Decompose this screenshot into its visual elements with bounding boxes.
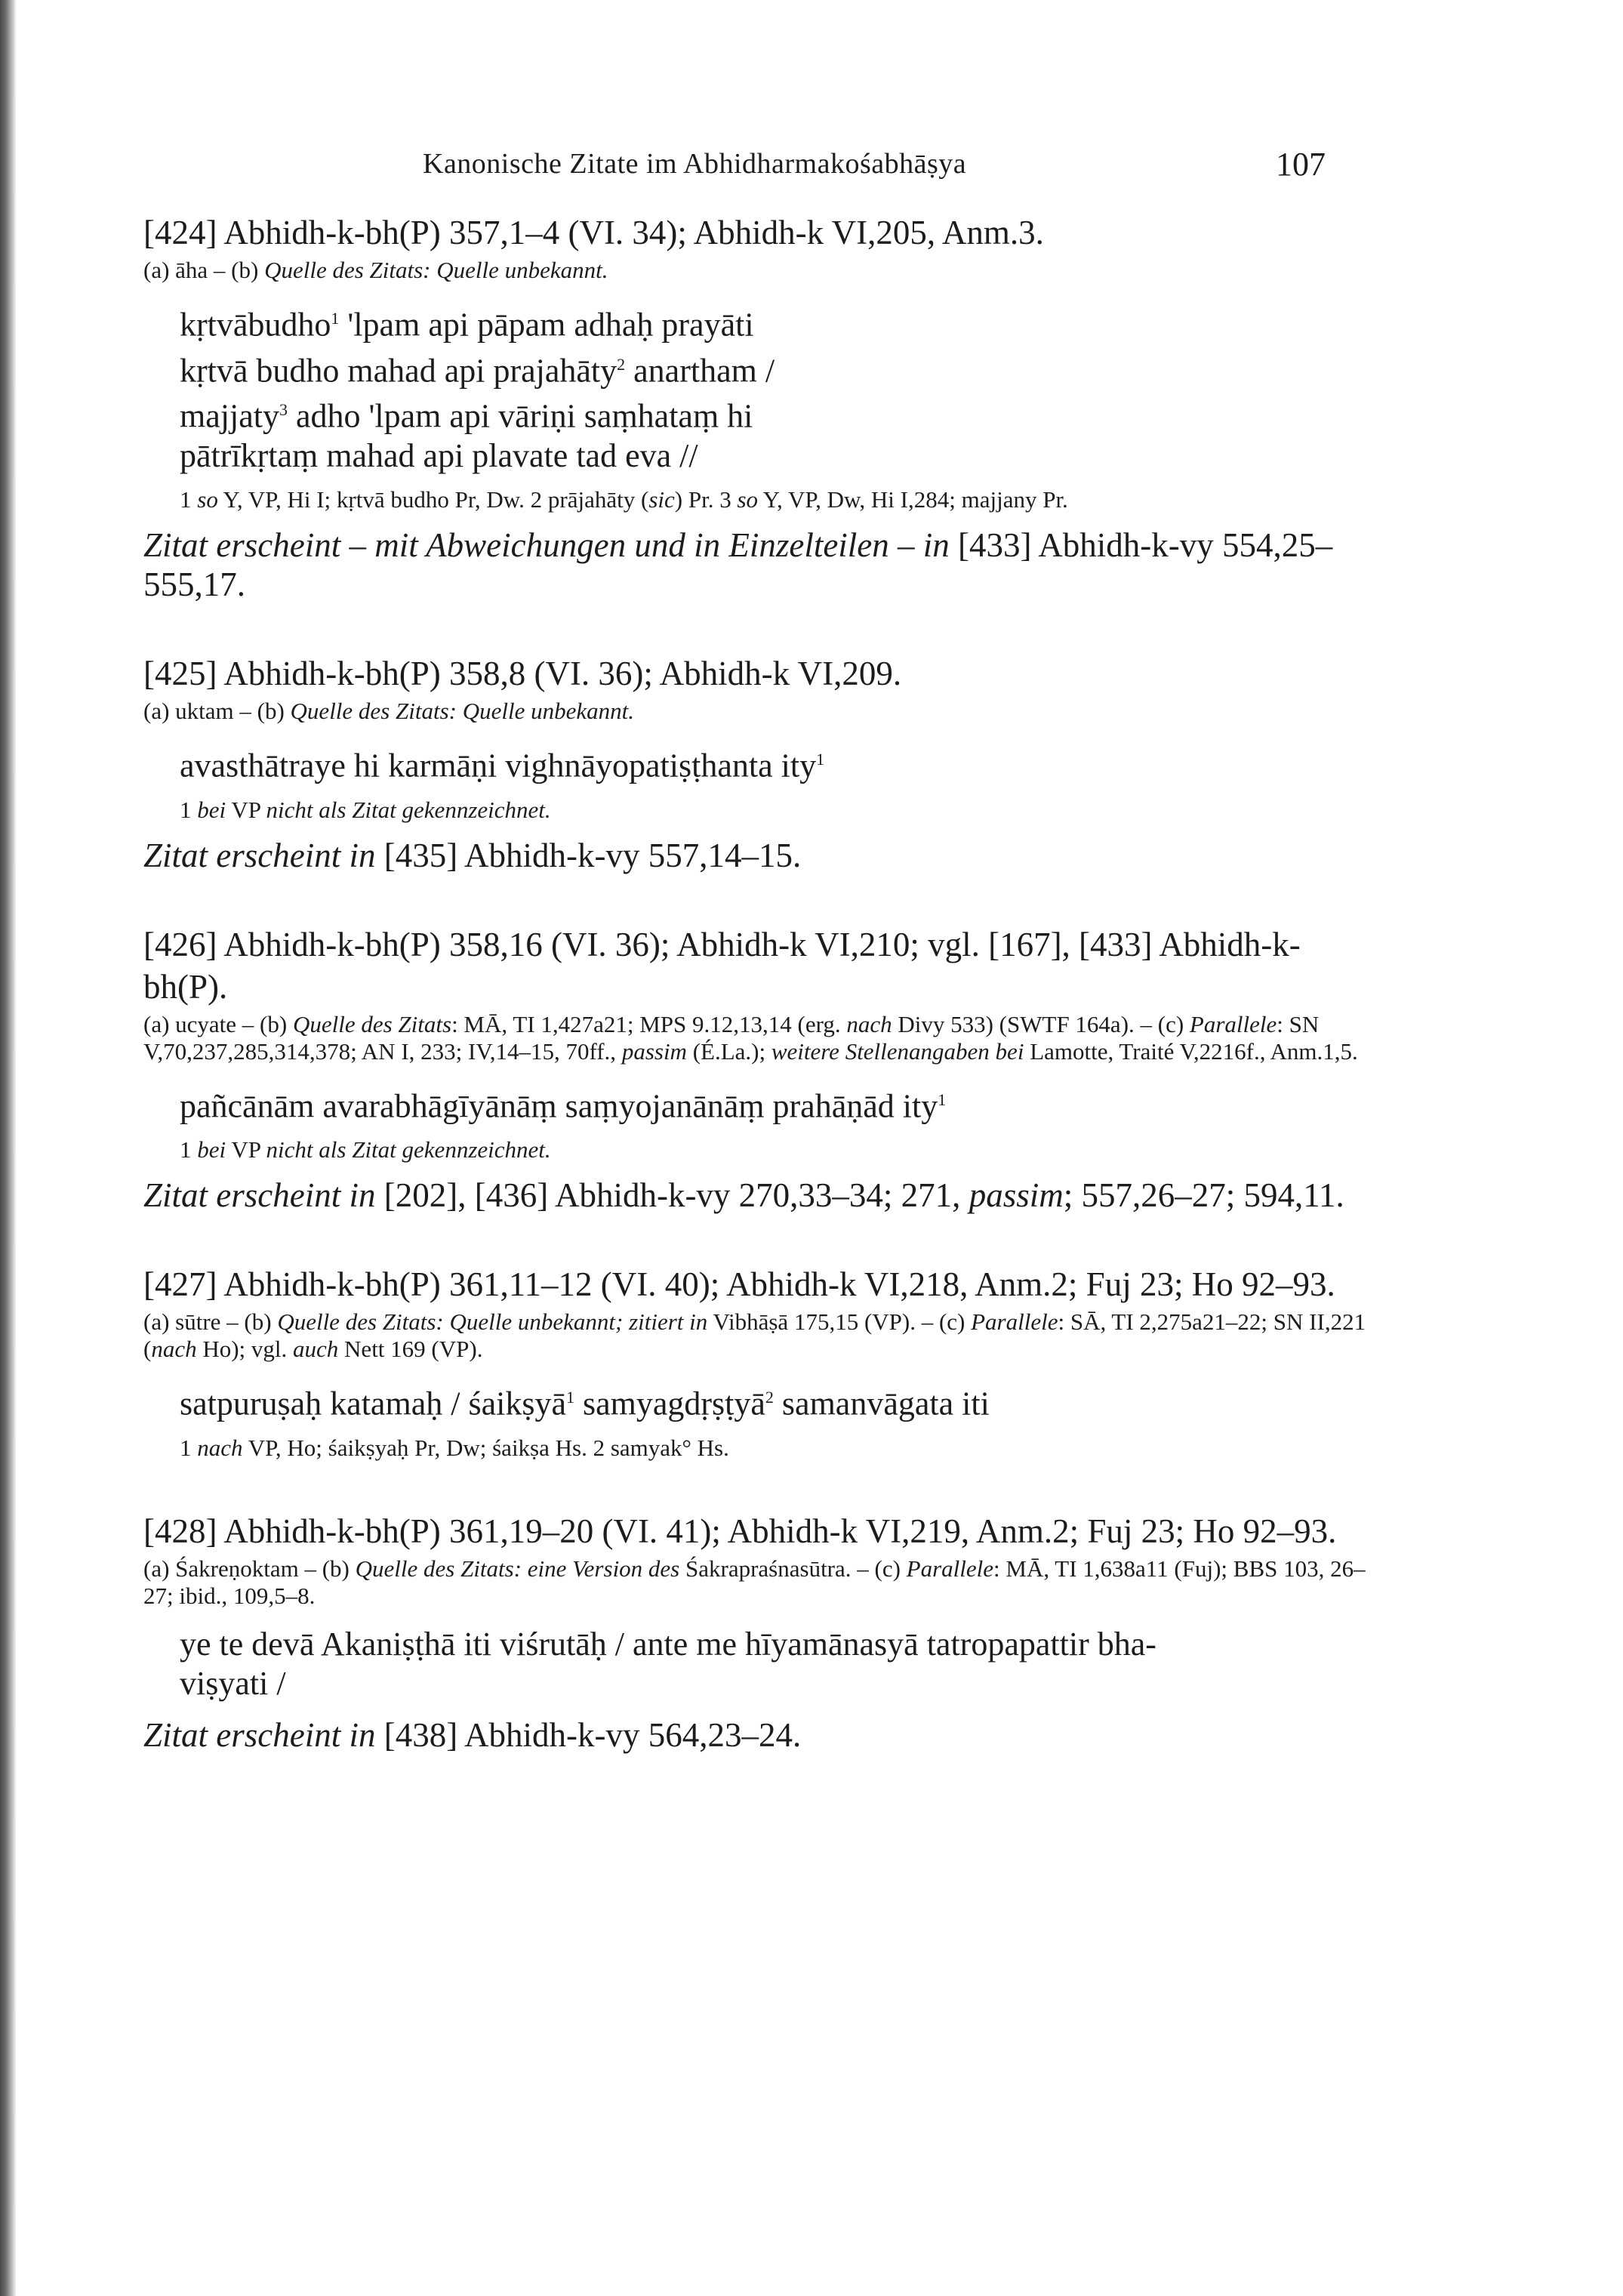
text-run: Zitat erscheint in xyxy=(143,1176,376,1215)
text-run: [202], [436] Abhidh-k-vy 270,33–34; 271, xyxy=(375,1176,969,1215)
text-run: : SN V,70,237,285,314,378; AN I, 233; IV,14–15, 70ff., xyxy=(143,1010,1320,1065)
text-run: Ho); vgl. xyxy=(196,1336,294,1363)
running-head: Kanonische Zitate im Abhidharmakośabhāṣya xyxy=(423,148,967,180)
text-run: Zitat erscheint – mit Abweichungen und in Einzelteilen – in xyxy=(143,525,950,564)
citation-entry xyxy=(143,923,1381,1216)
entry-footnote xyxy=(180,1435,1381,1462)
text-run: nach xyxy=(846,1010,892,1037)
text-run: Zitat erscheint in xyxy=(143,1715,376,1754)
text-run: ) Pr. 3 xyxy=(674,485,738,513)
text-run: nicht als Zitat gekennzeichnet. xyxy=(266,1136,551,1163)
text-run: VP xyxy=(226,1136,266,1163)
text-run: Parallele xyxy=(906,1555,994,1582)
text-run: 1 xyxy=(180,1136,198,1163)
text-run: ; 557,26–27; 594,11. xyxy=(1063,1176,1344,1215)
text-run: (É.La.); xyxy=(686,1037,771,1065)
text-run: Quelle des Zitats: eine Version des xyxy=(355,1555,680,1582)
entry-spacer xyxy=(143,1215,1381,1263)
text-run: bei xyxy=(197,796,226,823)
quotation-line: pañcānām avarabhāgīyānāṃ saṃyojanānāṃ prahāṇād ity$^1$ xyxy=(180,1087,947,1125)
sanskrit-quotation xyxy=(180,1080,1381,1126)
entry-source-notes xyxy=(143,1555,1381,1610)
quotation-line: kṛtvā budho mahad api prajahāty$^2$ anartham / xyxy=(180,352,775,390)
entry-footnote xyxy=(180,486,1381,513)
entry-spacer xyxy=(143,875,1381,923)
text-run: weitere Stellenangaben bei xyxy=(771,1037,1024,1065)
citation-entry xyxy=(143,1510,1381,1755)
appears-in-note xyxy=(143,1176,1381,1215)
text-run: so xyxy=(737,485,759,513)
text-run: Vibhāṣā 175,15 (VP). – (c) xyxy=(707,1308,972,1336)
text-run: VP xyxy=(226,796,266,823)
text-run: Parallele xyxy=(1189,1010,1277,1037)
text-run: Divy 533) (SWTF 164a). – (c) xyxy=(892,1010,1190,1037)
appears-in-note xyxy=(143,836,1381,875)
quotation-line: avasthātraye hi karmāṇi vighnāyopatiṣṭhanta ity$^1$ xyxy=(180,747,825,784)
citation-entry xyxy=(143,211,1381,604)
sanskrit-quotation xyxy=(180,740,1381,786)
quotation-line: majjaty$^3$ adho 'lpam api vāriṇi saṃhataṃ hi xyxy=(180,397,753,435)
entry-source-notes xyxy=(143,257,1381,284)
quotation-line: ye te devā Akaniṣṭhā iti viśrutāḥ / ante me hīyamānasyā tatropapattir bha- xyxy=(180,1625,1156,1663)
text-run: Quelle des Zitats: Quelle unbekannt. xyxy=(290,697,634,724)
text-run: nicht als Zitat gekennzeichnet. xyxy=(266,796,551,823)
entry-source-notes xyxy=(143,1011,1381,1065)
text-run: Parallele xyxy=(971,1308,1058,1336)
text-run: Y, VP, Hi I; kṛtvā budho Pr, Dw. 2 prājahāty ( xyxy=(217,485,649,513)
text-run: 1 xyxy=(180,485,198,513)
text-run: sic xyxy=(648,485,675,513)
entry-heading: [428] Abhidh-k-bh(P) 361,19–20 (VI. 41); Abhidh-k VI,219, Anm.2; Fuj 23; Ho 92–93. xyxy=(143,1512,1337,1550)
entry-heading: [427] Abhidh-k-bh(P) 361,11–12 (VI. 40); Abhidh-k VI,218, Anm.2; Fuj 23; Ho 92–93. xyxy=(143,1265,1335,1304)
page-binding-shadow xyxy=(0,0,17,2296)
text-run: (a) Śakreṇoktam – (b) xyxy=(143,1555,356,1582)
entry-footnote xyxy=(180,1136,1381,1163)
text-run: : SĀ, TI 2,275a21–22; SN II,221 ( xyxy=(143,1308,1366,1363)
text-run: Nett 169 (VP). xyxy=(338,1336,483,1363)
sanskrit-quotation xyxy=(180,1378,1381,1424)
appears-in-note xyxy=(143,1715,1381,1755)
text-run: (a) sūtre – (b) xyxy=(143,1308,278,1336)
entry-heading: [425] Abhidh-k-bh(P) 358,8 (VI. 36); Abhidh-k VI,209. xyxy=(143,654,902,692)
appears-in-note xyxy=(143,525,1381,604)
text-run: bei xyxy=(197,1136,226,1163)
text-run: VP, Ho; śaikṣyaḥ Pr, Dw; śaikṣa Hs. 2 samyak° Hs. xyxy=(242,1434,729,1461)
text-run: passim xyxy=(969,1176,1064,1215)
page-number: 107 xyxy=(1276,146,1326,183)
entry-source-notes xyxy=(143,698,1381,725)
entry-heading: [426] Abhidh-k-bh(P) 358,16 (VI. 36); Abhidh-k VI,210; vgl. [167], [433] Abhidh-k-bh(P). xyxy=(143,925,1301,1006)
text-run: : MĀ, TI 1,427a21; MPS 9.12,13,14 (erg. xyxy=(451,1010,847,1037)
quotation-line: viṣyati / xyxy=(180,1664,286,1702)
text-run: (a) ucyate – (b) xyxy=(143,1010,293,1037)
text-run: Quelle des Zitats: Quelle unbekannt; zitiert in xyxy=(277,1308,708,1336)
text-run: [433] Abhidh-k-vy 554,25–555,17. xyxy=(143,525,1333,603)
citation-entry xyxy=(143,1263,1381,1462)
text-run: Y, VP, Dw, Hi I,284; majjany Pr. xyxy=(758,485,1068,513)
entry-source-notes xyxy=(143,1308,1381,1363)
text-run: 1 xyxy=(180,1434,198,1461)
text-run: so xyxy=(197,485,218,513)
text-run: (a) uktam – (b) xyxy=(143,697,291,724)
quotation-line: pātrīkṛtaṃ mahad api plavate tad eva // xyxy=(180,436,698,474)
sanskrit-quotation xyxy=(180,1625,1381,1703)
text-run: [435] Abhidh-k-vy 557,14–15. xyxy=(375,836,802,874)
sanskrit-quotation xyxy=(180,299,1381,476)
text-run: auch xyxy=(293,1336,339,1363)
text-run: nach xyxy=(151,1336,197,1363)
text-run: : MĀ, TI 1,638a11 (Fuj); BBS 103, 26–27; ibid., 109,5–8. xyxy=(143,1555,1366,1609)
text-run: passim xyxy=(621,1037,687,1065)
quotation-line: kṛtvābudho$^1$ 'lpam api pāpam adhaḥ prayāti xyxy=(180,306,754,344)
citation-entry xyxy=(143,652,1381,875)
text-run: Quelle des Zitats xyxy=(292,1010,452,1037)
entry-spacer xyxy=(143,604,1381,652)
text-run: (a) āha – (b) xyxy=(143,257,265,283)
text-run: Quelle des Zitats: Quelle unbekannt. xyxy=(264,257,608,283)
entry-heading: [424] Abhidh-k-bh(P) 357,1–4 (VI. 34); Abhidh-k VI,205, Anm.3. xyxy=(143,214,1044,251)
text-run: 1 xyxy=(180,796,198,823)
text-run: nach xyxy=(197,1434,243,1461)
quotation-line: satpuruṣaḥ katamaḥ / śaikṣyā$^1$ samyagdṛṣṭyā$^2$ samanvāgata iti xyxy=(180,1385,990,1422)
entry-footnote xyxy=(180,797,1381,824)
text-run: Zitat erscheint in xyxy=(143,836,376,874)
entry-spacer xyxy=(143,1462,1381,1510)
text-run: Lamotte, Traité V,2216f., Anm.1,5. xyxy=(1024,1037,1358,1065)
text-run: Śakrapraśnasūtra. – (c) xyxy=(679,1555,907,1582)
page-content xyxy=(143,211,1381,1755)
text-run: [438] Abhidh-k-vy 564,23–24. xyxy=(375,1715,802,1754)
